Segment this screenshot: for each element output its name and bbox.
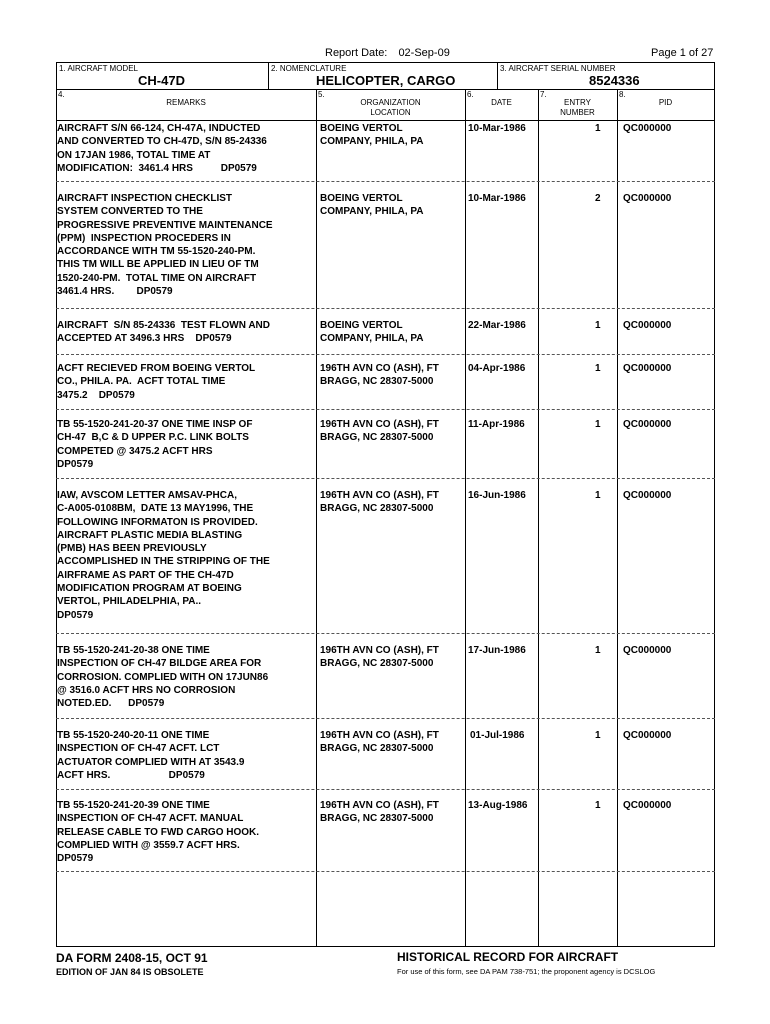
entry-organization: 196TH AVN CO (ASH), FT BRAGG, NC 28307-5000 xyxy=(320,363,439,388)
entry-number: 1 xyxy=(595,490,601,501)
entry-organization: BOEING VERTOL COMPANY, PHILA, PA xyxy=(320,193,424,218)
report-date xyxy=(325,47,450,59)
entry-organization: 196TH AVN CO (ASH), FT BRAGG, NC 28307-5000 xyxy=(320,419,439,444)
edition-note: EDITION OF JAN 84 IS OBSOLETE xyxy=(56,967,204,977)
entry-date: 10-Mar-1986 xyxy=(468,193,526,204)
form-title: HISTORICAL RECORD FOR AIRCRAFT xyxy=(397,950,619,964)
entry-pid: QC000000 xyxy=(623,490,672,501)
serial-number: 8524336 xyxy=(589,73,640,88)
remarks-column-header: REMARKS xyxy=(166,98,206,107)
entry-organization: 196TH AVN CO (ASH), FT BRAGG, NC 28307-5000 xyxy=(320,800,439,825)
entry-date: 17-Jun-1986 xyxy=(468,645,526,656)
entry-pid: QC000000 xyxy=(623,800,672,811)
pid-col-number: 8. xyxy=(619,90,626,99)
entry-date: 11-Apr-1986 xyxy=(468,419,525,430)
date-col-number: 6. xyxy=(467,90,474,99)
entry-remarks: TB 55-1520-241-20-39 ONE TIME INSPECTION OF CH-47 ACFT. MANUAL RELEASE CABLE TO FWD CARGO HOOK. COMPLIED WITH @ 3559.7 ACFT HRS. DP0579 xyxy=(57,800,260,865)
entry-remarks: AIRCRAFT S/N 85-24336 TEST FLOWN AND ACCEPTED AT 3496.3 HRS DP0579 xyxy=(57,320,270,345)
aircraft-model: CH-47D xyxy=(138,73,185,88)
organization-column-header: ORGANIZATION LOCATION xyxy=(360,98,421,117)
nomenclature-label: 2. NOMENCLATURE xyxy=(271,64,347,73)
entry-date: 10-Mar-1986 xyxy=(468,123,526,134)
serial-label: 3. AIRCRAFT SERIAL NUMBER xyxy=(500,64,616,73)
entry-pid: QC000000 xyxy=(623,320,672,331)
entry-col-number: 7. xyxy=(540,90,547,99)
entry-pid: QC000000 xyxy=(623,363,672,374)
nomenclature: HELICOPTER, CARGO xyxy=(316,73,456,88)
entry-remarks: AIRCRAFT S/N 66-124, CH-47A, INDUCTED AND CONVERTED TO CH-47D, S/N 85-24336 ON 17JAN 1986, TOTAL TIME AT MODIFICATION: 3461.4 HRS DP0579 xyxy=(57,123,267,174)
entry-organization: BOEING VERTOL COMPANY, PHILA, PA xyxy=(320,123,424,148)
entry-organization: BOEING VERTOL COMPANY, PHILA, PA xyxy=(320,320,424,345)
date-column-header: DATE xyxy=(491,98,512,107)
entry-date: 22-Mar-1986 xyxy=(468,320,526,331)
report-date-value: 02-Sep-09 xyxy=(398,47,450,59)
entry-number: 1 xyxy=(595,320,601,331)
entry-number: 1 xyxy=(595,730,601,741)
entry-pid: QC000000 xyxy=(623,193,672,204)
entry-number: 1 xyxy=(595,645,601,656)
entry-date: 04-Apr-1986 xyxy=(468,363,526,374)
entry-number: 1 xyxy=(595,419,601,430)
entry-date: 01-Jul-1986 xyxy=(470,730,525,741)
entry-column-header: ENTRY NUMBER xyxy=(560,98,595,117)
org-col-number: 5. xyxy=(318,90,325,99)
pid-column-header: PID xyxy=(658,98,673,107)
entry-number: 2 xyxy=(595,193,601,204)
entry-organization: 196TH AVN CO (ASH), FT BRAGG, NC 28307-5000 xyxy=(320,645,439,670)
entry-organization: 196TH AVN CO (ASH), FT BRAGG, NC 28307-5000 xyxy=(320,730,439,755)
form-usage-note: For use of this form, see DA PAM 738-751; the proponent agency is DCSLOG xyxy=(397,967,656,976)
entry-pid: QC000000 xyxy=(623,419,672,430)
remarks-col-number: 4. xyxy=(58,90,65,99)
entry-remarks: TB 55-1520-241-20-38 ONE TIME INSPECTION OF CH-47 BILDGE AREA FOR CORROSION. COMPLIED WITH ON 17JUN86 @ 3516.0 ACFT HRS NO CORROSION NOTED.ED. DP0579 xyxy=(57,645,269,710)
entry-number: 1 xyxy=(595,800,601,811)
page-number: Page 1 of 27 xyxy=(651,47,714,59)
report-date-label: Report Date: xyxy=(325,47,388,59)
entry-pid: QC000000 xyxy=(623,123,672,134)
entry-pid: QC000000 xyxy=(623,730,672,741)
entry-pid: QC000000 xyxy=(623,645,672,656)
entry-organization: 196TH AVN CO (ASH), FT BRAGG, NC 28307-5000 xyxy=(320,490,439,515)
entry-remarks: AIRCRAFT INSPECTION CHECKLIST SYSTEM CONVERTED TO THE PROGRESSIVE PREVENTIVE MAINTENANCE (PPM) INSPECTION PROCEDERS IN ACCORDANCE WITH TM 55-1520-240-PM. THIS TM WILL BE APPLIED IN LIEU OF TM 1520-240-PM. TOTAL TIME ON AIRCRAFT 3461.4 HRS. DP0579 xyxy=(57,193,273,298)
entry-number: 1 xyxy=(595,363,601,374)
entry-remarks: TB 55-1520-240-20-11 ONE TIME INSPECTION OF CH-47 ACFT. LCT ACTUATOR COMPLIED WITH AT 3543.9 ACFT HRS. DP0579 xyxy=(57,730,245,781)
entry-date: 16-Jun-1986 xyxy=(468,490,526,501)
entry-date: 13-Aug-1986 xyxy=(468,800,528,811)
entry-remarks: TB 55-1520-241-20-37 ONE TIME INSP OF CH-47 B,C & D UPPER P.C. LINK BOLTS COMPETED @ 3475.2 ACFT HRS DP0579 xyxy=(57,419,253,470)
form-number: DA FORM 2408-15, OCT 91 xyxy=(56,951,208,965)
aircraft-model-label: 1. AIRCRAFT MODEL xyxy=(59,64,138,73)
entry-number: 1 xyxy=(595,123,601,134)
entry-remarks: ACFT RECIEVED FROM BOEING VERTOL CO., PHILA. PA. ACFT TOTAL TIME 3475.2 DP0579 xyxy=(57,363,256,401)
entry-remarks: IAW, AVSCOM LETTER AMSAV-PHCA, C-A005-0108BM, DATE 13 MAY1996, THE FOLLOWING INFORMATON IS PROVIDED. AIRCRAFT PLASTIC MEDIA BLASTING (PMB) HAS BEEN PREVIOUSLY ACCOMPLISHED IN THE STRIPPING OF THE AIRFRAME AS PART OF THE CH-47D MODIFICATION PROGRAM AT BOEING VERTOL, PHILADELPHIA, PA.. DP0579 xyxy=(57,490,270,621)
